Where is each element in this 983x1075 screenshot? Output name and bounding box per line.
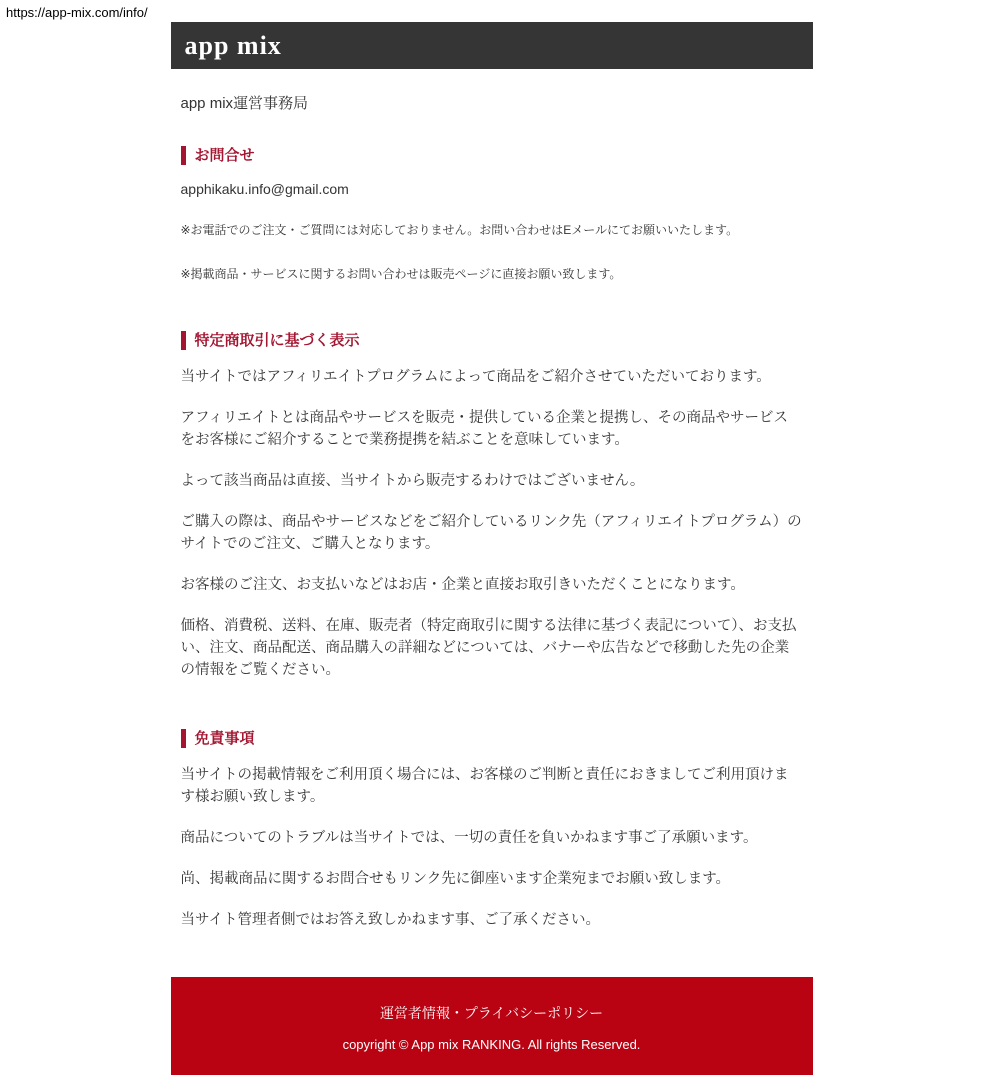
paragraph: よって該当商品は直接、当サイトから販売するわけではございません。	[180, 473, 645, 489]
paragraph: 当サイトではアフィリエイトプログラムによって商品をご紹介させていただいております。	[180, 369, 771, 385]
section-heading-disclaimer: 免責事項	[181, 729, 803, 748]
contact-note: ※お電話でのご注文・ご質問には対応しておりません。お問い合わせはEメールにてお願いいたします。	[180, 223, 739, 237]
contact-email: apphikaku.info@gmail.com	[180, 181, 349, 197]
browser-url: https://app-mix.com/info/	[6, 5, 148, 20]
page-container	[171, 22, 813, 1075]
section-heading-contact: お問合せ	[181, 146, 803, 165]
paragraph: 当サイト管理者側ではお答え致しかねます事、ご了承ください。	[180, 912, 600, 928]
intro-text: app mix運営事務局	[180, 95, 309, 112]
section-heading-commerce-disclosure: 特定商取引に基づく表示	[181, 331, 803, 350]
paragraph: 尚、掲載商品に関するお問合せもリンク先に御座います企業宛までお願い致します。	[180, 871, 731, 887]
paragraph: 価格、消費税、送料、在庫、販売者（特定商取引に関する法律に基づく表記について）、お支払い、注文、商品配送、商品購入の詳細などについては、バナーや広告などで移動した先の企業の情報をご覧ください。	[180, 618, 797, 678]
copyright-text: copyright © App mix RANKING. All rights Reserved.	[342, 1037, 641, 1052]
section-disclaimer	[181, 729, 803, 931]
paragraph: 商品についてのトラブルは当サイトでは、一切の責任を負いかねます事ご了承願います。	[180, 830, 758, 846]
contact-note: ※掲載商品・サービスに関するお問い合わせは販売ページに直接お願い致します。	[180, 267, 622, 281]
page-content	[171, 92, 813, 931]
site-header	[171, 22, 813, 69]
section-commerce-disclosure	[181, 331, 803, 681]
site-footer	[171, 977, 813, 1075]
paragraph: ご購入の際は、商品やサービスなどをご紹介しているリンク先（アフィリエイトプログラム）のサイトでのご注文、ご購入となります。	[180, 514, 802, 552]
footer-privacy-policy-link[interactable]: 運営者情報・プライバシーポリシー	[379, 1005, 604, 1021]
site-title: app mix	[184, 30, 282, 60]
paragraph: 当サイトの掲載情報をご利用頂く場合には、お客様のご判断と責任におきましてご利用頂けます様お願い致します。	[180, 767, 789, 805]
paragraph: お客様のご注文、お支払いなどはお店・企業と直接お取引きいただくことになります。	[180, 577, 745, 593]
paragraph: アフィリエイトとは商品やサービスを販売・提供している企業と提携し、その商品やサービスをお客様にご紹介することで業務提携を結ぶことを意味しています。	[180, 410, 789, 448]
section-contact	[181, 146, 803, 283]
